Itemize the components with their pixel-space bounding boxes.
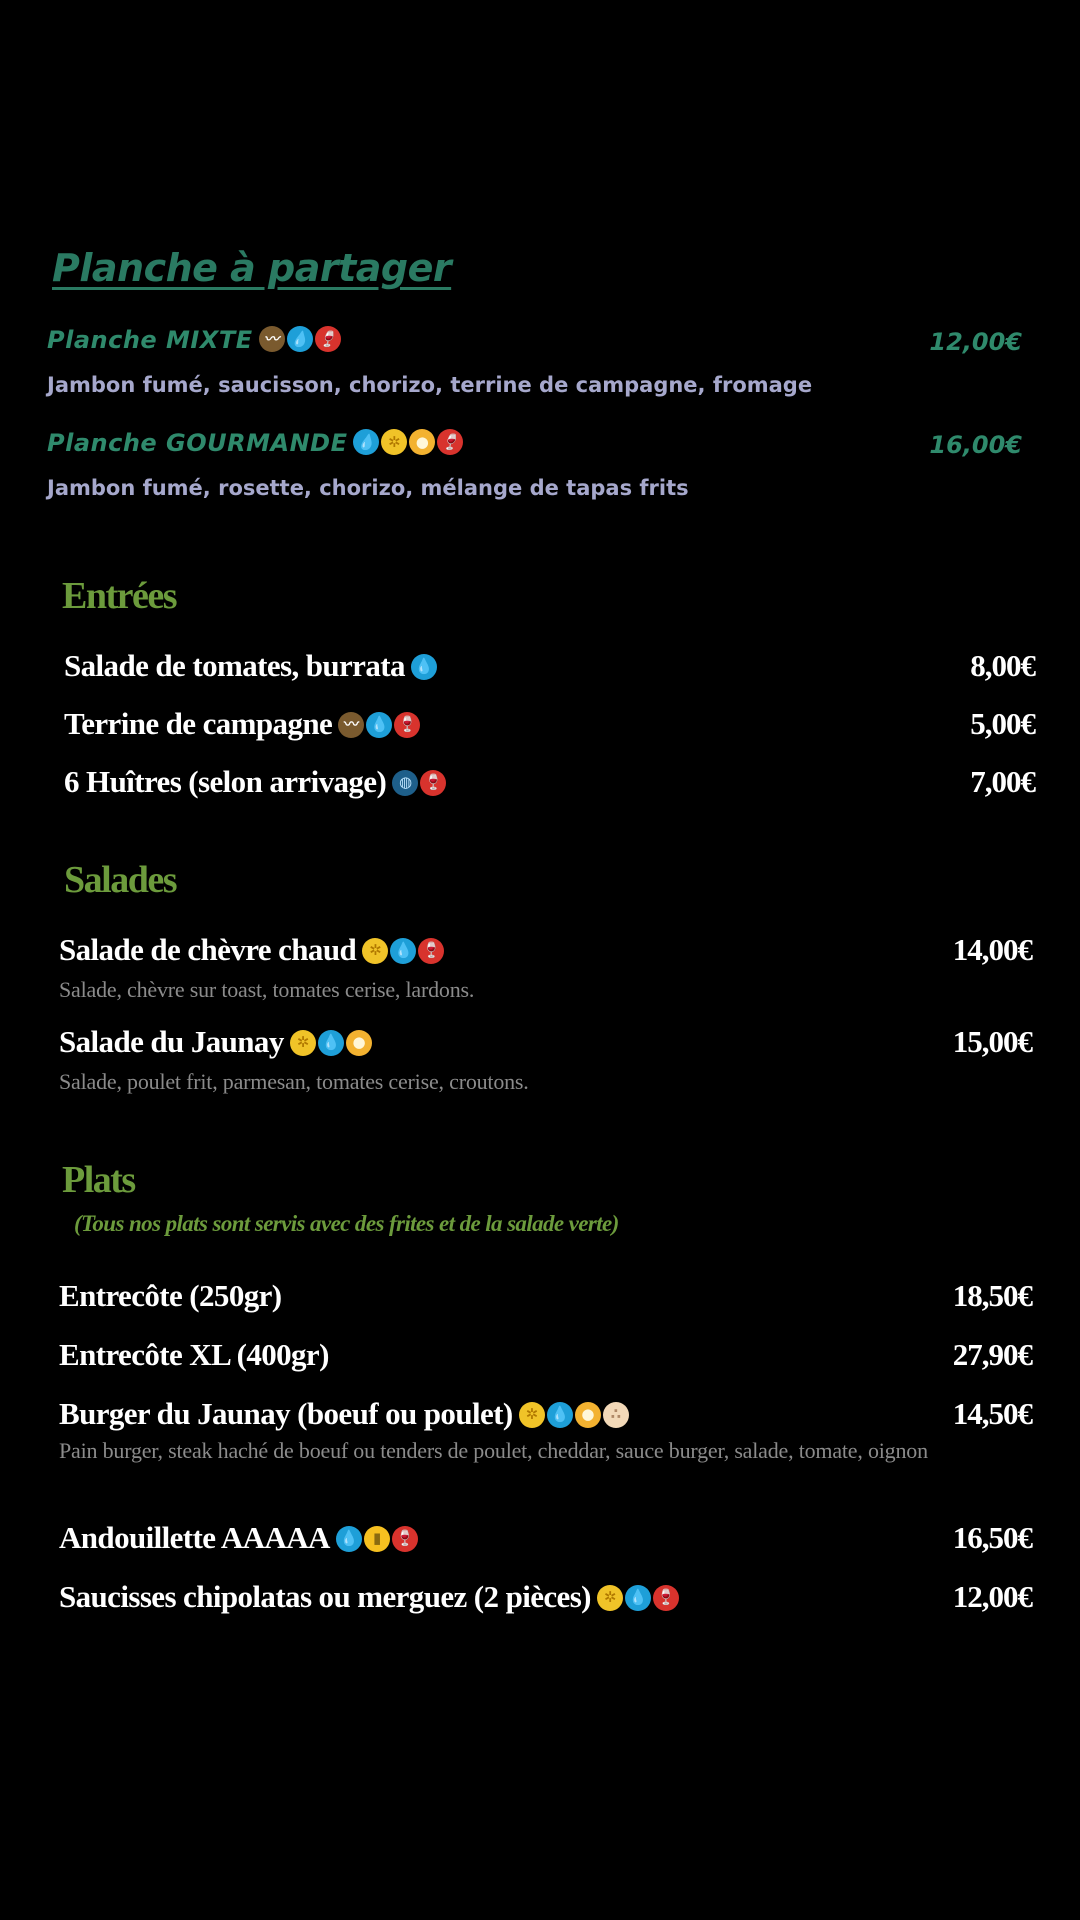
alcohol-icon: 🍷 [315,326,341,352]
milk-icon: 💧 [318,1030,344,1056]
item-price: 15,00€ [952,1024,1032,1059]
menu-item [59,1337,329,1373]
milk-icon: 💧 [625,1585,651,1611]
item-description: Jambon fumé, saucisson, chorizo, terrine de campagne, fromage [47,373,813,397]
menu-item [59,1278,282,1314]
item-price: 8,00€ [970,648,1035,683]
item-price: 14,00€ [952,932,1032,967]
item-price: 16,00€ [929,431,1022,459]
item-name: Salade de chèvre chaud [59,932,357,967]
allergen-icons [353,429,463,455]
item-price: 5,00€ [970,706,1035,741]
menu-item [59,1579,679,1615]
menu-item-planche-gourmande [47,429,463,457]
milk-icon: 💧 [336,1526,362,1552]
menu-item [59,1024,372,1060]
item-price: 12,00€ [952,1579,1032,1614]
item-name: Planche MIXTE [47,326,253,354]
shellfish-icon: ◍ [392,770,418,796]
alcohol-icon: 🍷 [420,770,446,796]
item-description: Salade, chèvre sur toast, tomates cerise, lardons. [59,977,475,1002]
menu-item [64,764,446,800]
menu-item [59,932,444,968]
item-name: 6 Huîtres (selon arrivage) [64,764,387,799]
item-name: Planche GOURMANDE [47,429,348,457]
milk-icon: 💧 [366,712,392,738]
item-description: Salade, poulet frit, parmesan, tomates cerise, croutons. [59,1069,529,1094]
egg-icon: ● [575,1402,601,1428]
sulfite-icon: 〰 [338,712,364,738]
gluten-icon: ✲ [381,429,407,455]
alcohol-icon: 🍷 [392,1526,418,1552]
item-price: 27,90€ [952,1337,1032,1372]
allergen-icons [290,1030,372,1056]
allergen-icons [519,1402,629,1428]
section-title-plats: Plats [62,1159,135,1201]
item-price: 12,00€ [929,328,1022,356]
gluten-icon: ✲ [362,938,388,964]
alcohol-icon: 🍷 [418,938,444,964]
alcohol-icon: 🍷 [437,429,463,455]
allergen-icons [338,712,420,738]
item-name: Terrine de campagne [64,706,333,741]
milk-icon: 💧 [390,938,416,964]
item-description: Jambon fumé, rosette, chorizo, mélange de tapas frits [47,476,689,500]
item-price: 16,50€ [952,1520,1032,1555]
item-name: Salade du Jaunay [59,1024,284,1059]
item-name: Saucisses chipolatas ou merguez (2 pièces) [59,1579,591,1614]
menu-item-planche-mixte [47,326,341,354]
egg-icon: ● [346,1030,372,1056]
alcohol-icon: 🍷 [394,712,420,738]
allergen-icons [411,654,437,680]
allergen-icons [259,326,341,352]
gluten-icon: ✲ [519,1402,545,1428]
item-name: Burger du Jaunay (boeuf ou poulet) [59,1396,513,1431]
item-name: Entrecôte XL (400gr) [59,1337,329,1372]
allergen-icons [362,938,444,964]
menu-item [59,1396,629,1432]
milk-icon: 💧 [411,654,437,680]
milk-icon: 💧 [287,326,313,352]
sesame-icon: ∴ [603,1402,629,1428]
menu-item [59,1520,418,1556]
item-price: 18,50€ [952,1278,1032,1313]
allergen-icons [336,1526,418,1552]
item-price: 14,50€ [952,1396,1032,1431]
item-name: Salade de tomates, burrata [64,648,405,683]
egg-icon: ● [409,429,435,455]
section-title-planche: Planche à partager [52,246,452,290]
sulfite-icon: 〰 [259,326,285,352]
alcohol-icon: 🍷 [653,1585,679,1611]
milk-icon: 💧 [353,429,379,455]
item-name: Andouillette AAAAA [59,1520,330,1555]
item-name: Entrecôte (250gr) [59,1278,282,1313]
section-note: (Tous nos plats sont servis avec des frites et de la salade verte) [74,1211,619,1236]
section-title-salades: Salades [64,859,176,901]
gluten-icon: ✲ [290,1030,316,1056]
item-price: 7,00€ [970,764,1035,799]
mustard-icon: ▮ [364,1526,390,1552]
menu-item [64,706,420,742]
gluten-icon: ✲ [597,1585,623,1611]
milk-icon: 💧 [547,1402,573,1428]
menu-item [64,648,437,684]
allergen-icons [597,1585,679,1611]
section-title-entrees: Entrées [62,575,177,617]
allergen-icons [392,770,446,796]
item-description: Pain burger, steak haché de boeuf ou tenders de poulet, cheddar, sauce burger, salade, tomate, oignon [59,1438,928,1463]
